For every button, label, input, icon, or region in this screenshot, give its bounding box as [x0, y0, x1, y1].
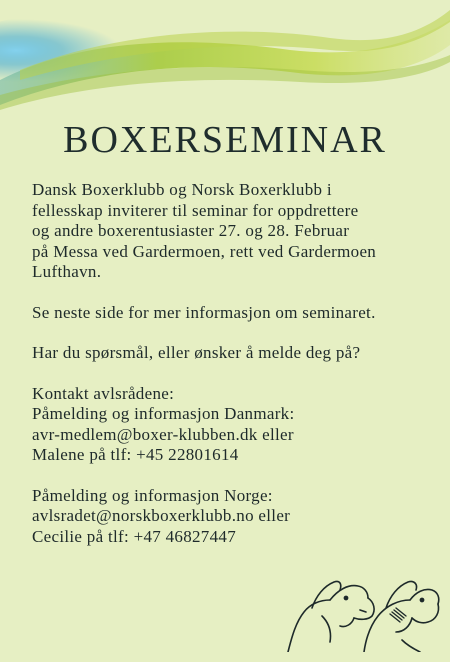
contact-line: Påmelding og informasjon Norge: [32, 485, 273, 505]
contact-email-norway[interactable]: avlsradet@norskboxerklubb.no eller [32, 506, 291, 525]
questions-line: Har du spørsmål, eller ønsker å melde deg på? [32, 343, 361, 362]
intro-line: fellesskap inviterer til seminar for oppdrettere [32, 200, 359, 220]
intro-line: Lufthavn. [32, 262, 102, 281]
contact-denmark [32, 384, 442, 466]
intro-paragraph [32, 180, 442, 283]
intro-line: på Messa ved Gardermoen, rett ved Gardermoen [32, 241, 377, 261]
decorative-swoosh [0, 0, 450, 120]
contact-email-denmark[interactable]: avr-medlem@boxer-klubben.dk eller [32, 424, 294, 444]
intro-line: og andre boxerentusiaster 27. og 28. Februar [32, 221, 350, 240]
contact-norway [32, 486, 442, 548]
contact-heading: Kontakt avlsrådene: [32, 383, 175, 403]
intro-line: Dansk Boxerklubb og Norsk Boxerklubb i [32, 180, 332, 199]
see-next-line: Se neste side for mer informasjon om seminaret. [32, 302, 376, 322]
contact-phone-norway: Cecilie på tlf: +47 46827447 [32, 526, 237, 546]
contact-line: Påmelding og informasjon Danmark: [32, 404, 295, 423]
page-title: BOXERSEMINAR [63, 119, 387, 161]
invitation-body [32, 180, 442, 567]
see-next-page-text [32, 303, 442, 324]
contact-phone-denmark: Malene på tlf: +45 22801614 [32, 445, 239, 464]
boxer-dogs-illustration [282, 556, 442, 652]
questions-text [32, 343, 442, 364]
